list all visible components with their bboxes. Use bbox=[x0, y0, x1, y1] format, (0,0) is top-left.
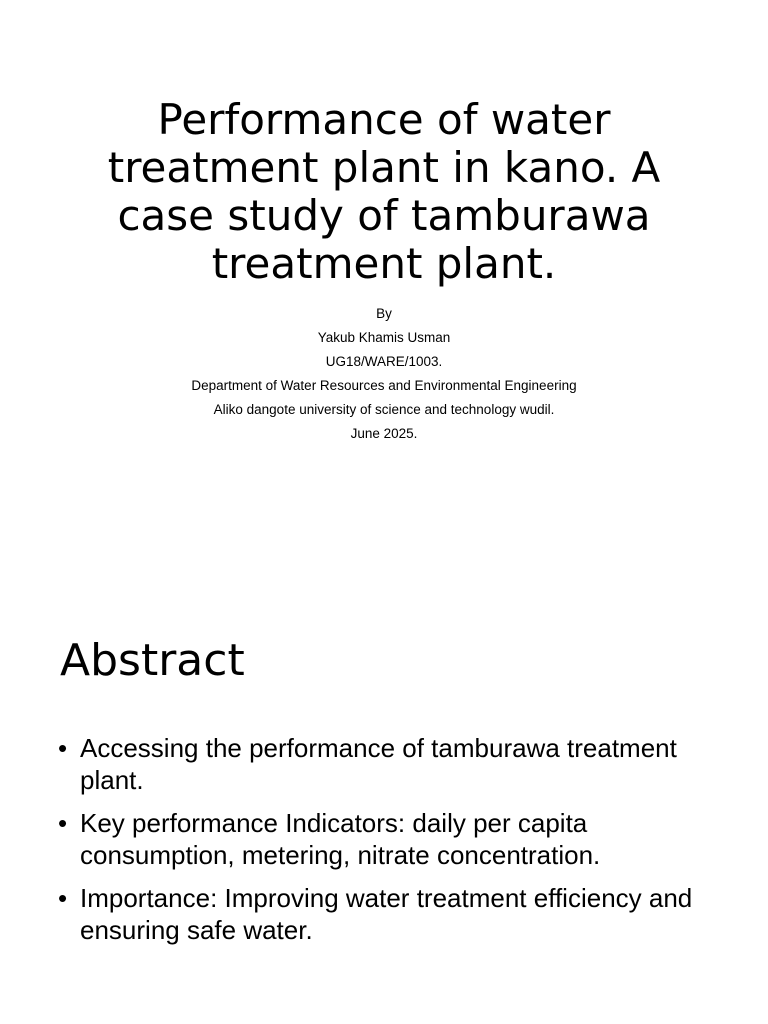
list-item bbox=[58, 732, 708, 796]
bullet-text: Importance: Improving water treatment efficiency and ensuring safe water. bbox=[80, 883, 693, 945]
by-label: By bbox=[376, 306, 392, 321]
list-item bbox=[58, 882, 708, 946]
bullet-icon: • bbox=[58, 883, 68, 913]
registration-number: UG18/WARE/1003. bbox=[325, 354, 443, 369]
university-name: Aliko dangote university of science and technology wudil. bbox=[213, 402, 555, 417]
abstract-slide bbox=[0, 576, 768, 1024]
presentation-date: June 2025. bbox=[350, 426, 418, 441]
author-details bbox=[60, 302, 708, 446]
bullet-icon: • bbox=[58, 808, 68, 838]
abstract-heading: Abstract bbox=[60, 635, 245, 686]
department-name: Department of Water Resources and Environmental Engineering bbox=[191, 378, 577, 393]
bullet-text: Accessing the performance of tamburawa treatment plant. bbox=[80, 733, 677, 795]
author-name: Yakub Khamis Usman bbox=[317, 330, 451, 345]
bullet-icon: • bbox=[58, 733, 68, 763]
presentation-title: Performance of water treatment plant in kano. A case study of tamburawa treatment plant. bbox=[107, 95, 661, 288]
bullet-text: Key performance Indicators: daily per capita consumption, metering, nitrate concentration. bbox=[80, 808, 601, 870]
abstract-bullet-list bbox=[58, 732, 708, 957]
list-item bbox=[58, 807, 708, 871]
